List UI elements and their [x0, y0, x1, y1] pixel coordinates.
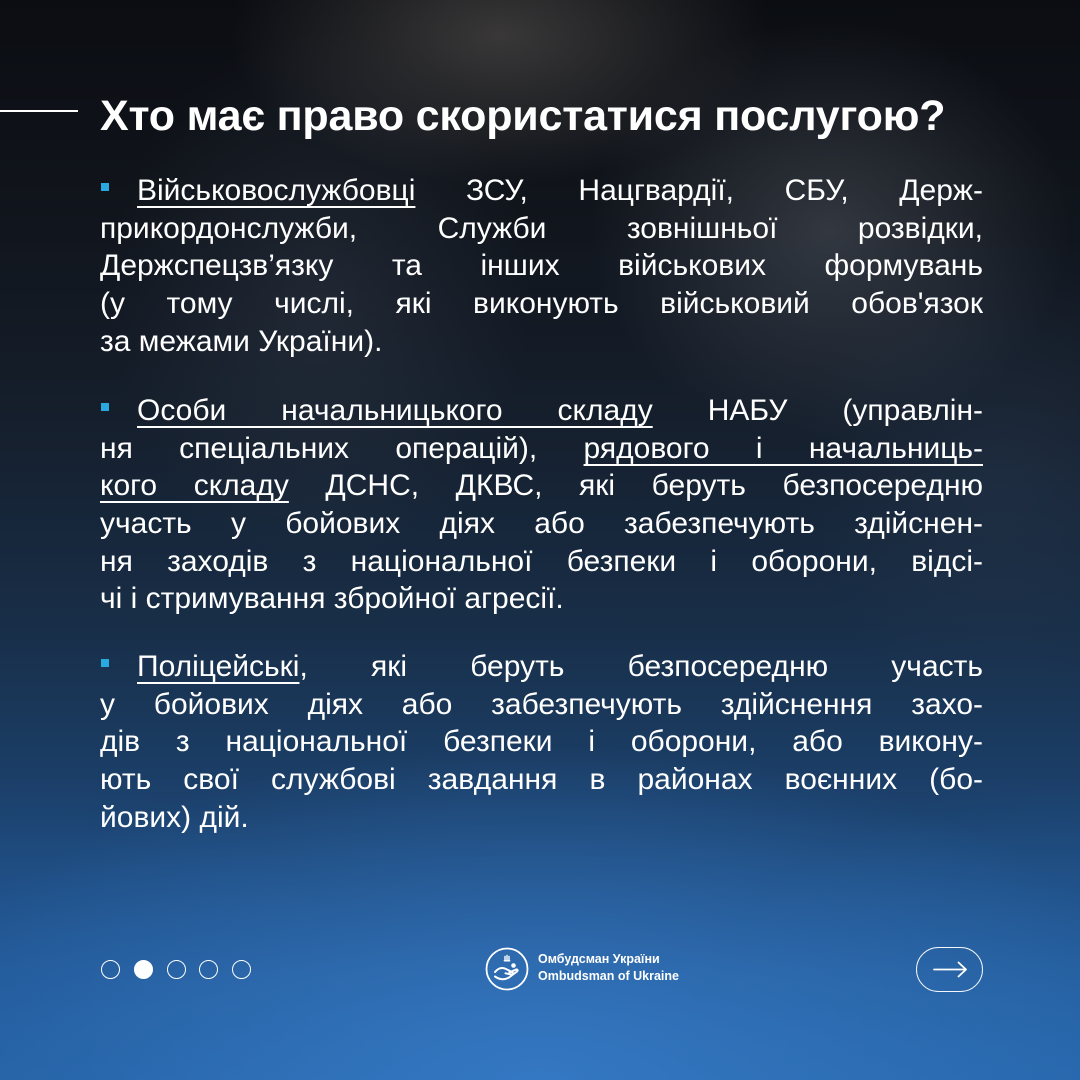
- brand-name-en: Ombudsman of Ukraine: [538, 969, 679, 983]
- text-line: [100, 172, 983, 210]
- bullet-item-military: [100, 172, 983, 360]
- page-dot-5[interactable]: [232, 960, 251, 979]
- brand-name: [538, 951, 679, 985]
- next-slide-button[interactable]: [916, 947, 983, 992]
- bullet-square-icon: [101, 183, 109, 191]
- line-text: у бойових діях або забезпечують здійснення захо-: [100, 687, 983, 721]
- text-line: [100, 323, 983, 361]
- underlined-term: кого складу: [100, 469, 289, 503]
- underlined-term: Військовослужбовці: [137, 174, 416, 207]
- line-text: дів з національної безпеки і оборони, або викону-: [100, 725, 983, 759]
- text-line: [100, 392, 983, 430]
- line-text: ЗСУ, Нацгвардії, СБУ, Держ-: [415, 174, 983, 207]
- underlined-term: рядового і начальниць-: [583, 431, 983, 465]
- text-line: [100, 723, 983, 761]
- page-dot-4[interactable]: [199, 960, 218, 979]
- text-line: [100, 648, 983, 686]
- title-rule: [0, 110, 78, 112]
- bullet-item-police: [100, 648, 983, 836]
- line-text: ДСНС, ДКВС, які беруть безпосередню: [288, 469, 983, 503]
- line-text: , які беруть безпосередню участь: [299, 650, 983, 683]
- line-text: Держспецзв’язку та інших військових формувань: [100, 249, 983, 283]
- page-dot-3[interactable]: [167, 960, 186, 979]
- line-text: ня спеціальних операцій),: [100, 431, 584, 465]
- text-line: [100, 247, 983, 285]
- text-line: [100, 505, 983, 543]
- brand-name-uk: Омбудсман України: [538, 952, 660, 966]
- text-line: [100, 686, 983, 724]
- text-line: [100, 761, 983, 799]
- text-line: [100, 285, 983, 323]
- underlined-term: Особи начальницького складу: [137, 394, 653, 427]
- line-text: участь у бойових діях або забезпечують здійснен-: [100, 507, 983, 541]
- text-line: [100, 543, 983, 581]
- ombudsman-logo-icon: [485, 947, 529, 991]
- text-line: [100, 430, 983, 468]
- page-dot-2[interactable]: [134, 960, 153, 979]
- arrow-right-icon: [917, 948, 984, 993]
- line-text: чі і стримування збройної агресії.: [100, 582, 564, 616]
- bullet-item-nabu-dsns-dkvs: [100, 392, 983, 618]
- line-text: за межами України).: [100, 324, 383, 358]
- line-text: ють свої службові завдання в районах воєнних (бо-: [100, 763, 983, 797]
- text-line: [100, 580, 983, 618]
- page-title: Хто має право скористатися послугою?: [100, 92, 946, 140]
- line-text: ня заходів з національної безпеки і оборони, відсі-: [100, 544, 983, 578]
- page-dot-1[interactable]: [101, 960, 120, 979]
- line-text: йових) дій.: [100, 800, 249, 834]
- text-line: [100, 799, 983, 837]
- bullet-square-icon: [101, 659, 109, 667]
- text-line: [100, 467, 983, 505]
- line-text: НАБУ (управлін-: [652, 394, 983, 427]
- line-text: (у тому числі, які виконують військовий обов'язок: [100, 287, 983, 321]
- text-line: [100, 210, 983, 248]
- line-text: прикордонслужби, Служби зовнішньої розвідки,: [100, 211, 983, 245]
- bullet-square-icon: [101, 403, 109, 411]
- underlined-term: Поліцейські: [137, 650, 300, 683]
